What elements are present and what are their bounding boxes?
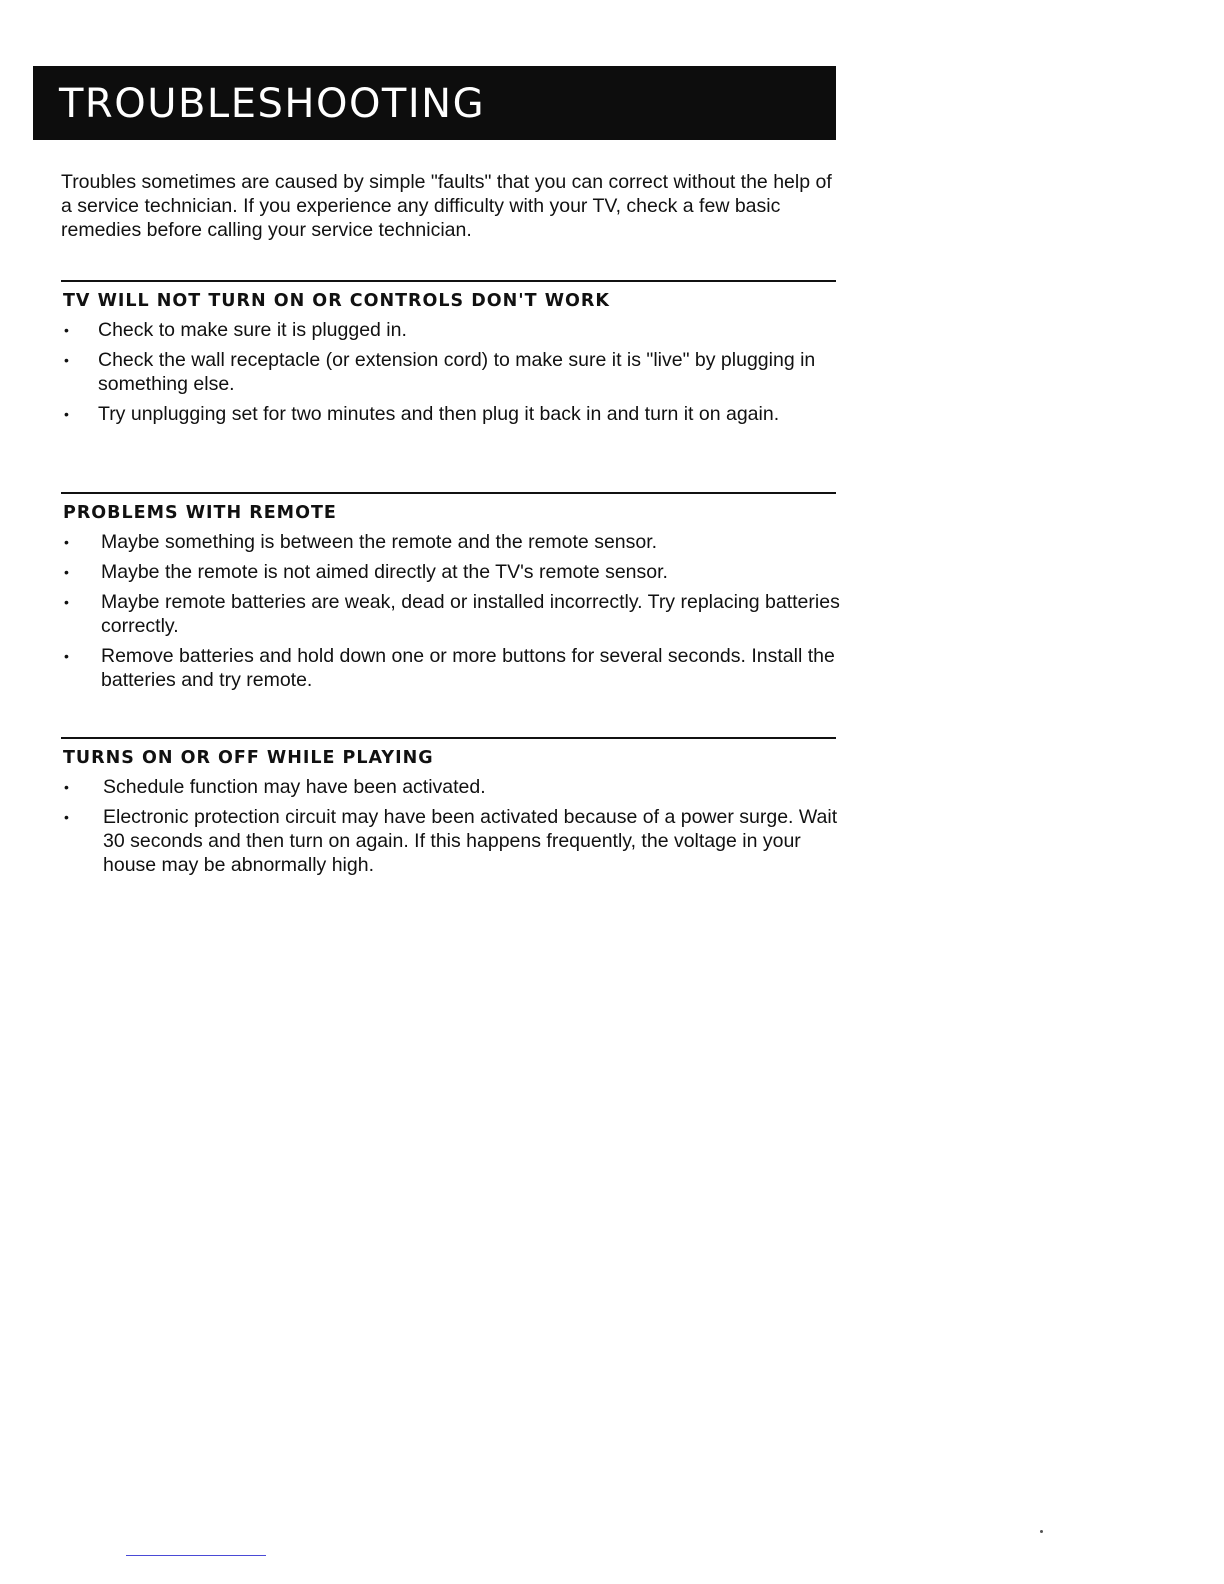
scan-edge-line xyxy=(126,1555,266,1556)
section-heading: PROBLEMS WITH REMOTE xyxy=(63,503,337,523)
bullet-list xyxy=(61,318,841,426)
title-bar xyxy=(33,66,836,140)
section-divider xyxy=(61,737,836,739)
section-power xyxy=(61,280,841,432)
scan-speck xyxy=(1040,1530,1043,1533)
section-playing xyxy=(61,737,841,883)
list-item: • Maybe something is between the remote and the remote sensor. xyxy=(64,531,658,553)
bullet-icon: • xyxy=(64,322,69,338)
list-item: • Maybe the remote is not aimed directly at the TV's remote sensor. xyxy=(64,561,668,583)
list-item: • Try unplugging set for two minutes and then plug it back in and turn it on again. xyxy=(64,403,780,425)
section-heading: TV WILL NOT TURN ON OR CONTROLS DON'T WORK xyxy=(63,291,610,311)
list-item: • Check to make sure it is plugged in. xyxy=(64,319,407,341)
intro-paragraph: Troubles sometimes are caused by simple "faults" that you can correct without the help of a service technician. If you experience any difficulty with your TV, check a few basic remedies before calling your service technician. xyxy=(61,171,832,241)
list-item: • Remove batteries and hold down one or more buttons for several seconds. Install the batteries and try remote. xyxy=(64,645,835,691)
bullet-icon: • xyxy=(64,594,69,610)
bullet-list xyxy=(61,775,841,877)
bullet-icon: • xyxy=(64,534,69,550)
section-divider xyxy=(61,492,836,494)
section-remote xyxy=(61,492,841,698)
list-item: • Electronic protection circuit may have been activated because of a power surge. Wait 30 seconds and then turn on again. If this happens frequently, the voltage in your house may be abnormally high. xyxy=(64,806,838,876)
list-item: • Schedule function may have been activated. xyxy=(64,776,486,798)
bullet-icon: • xyxy=(64,352,69,368)
list-item: • Maybe remote batteries are weak, dead or installed incorrectly. Try replacing batteries correctly. xyxy=(64,591,840,637)
bullet-icon: • xyxy=(64,809,69,825)
bullet-icon: • xyxy=(64,648,69,664)
section-divider xyxy=(61,280,836,282)
list-item: • Check the wall receptacle (or extension cord) to make sure it is "live" by plugging in something else. xyxy=(64,349,816,395)
bullet-list xyxy=(61,530,841,692)
bullet-icon: • xyxy=(64,564,69,580)
bullet-icon: • xyxy=(64,779,69,795)
bullet-icon: • xyxy=(64,406,69,422)
section-heading: TURNS ON OR OFF WHILE PLAYING xyxy=(63,748,434,768)
page-title: TROUBLESHOOTING xyxy=(59,81,486,127)
